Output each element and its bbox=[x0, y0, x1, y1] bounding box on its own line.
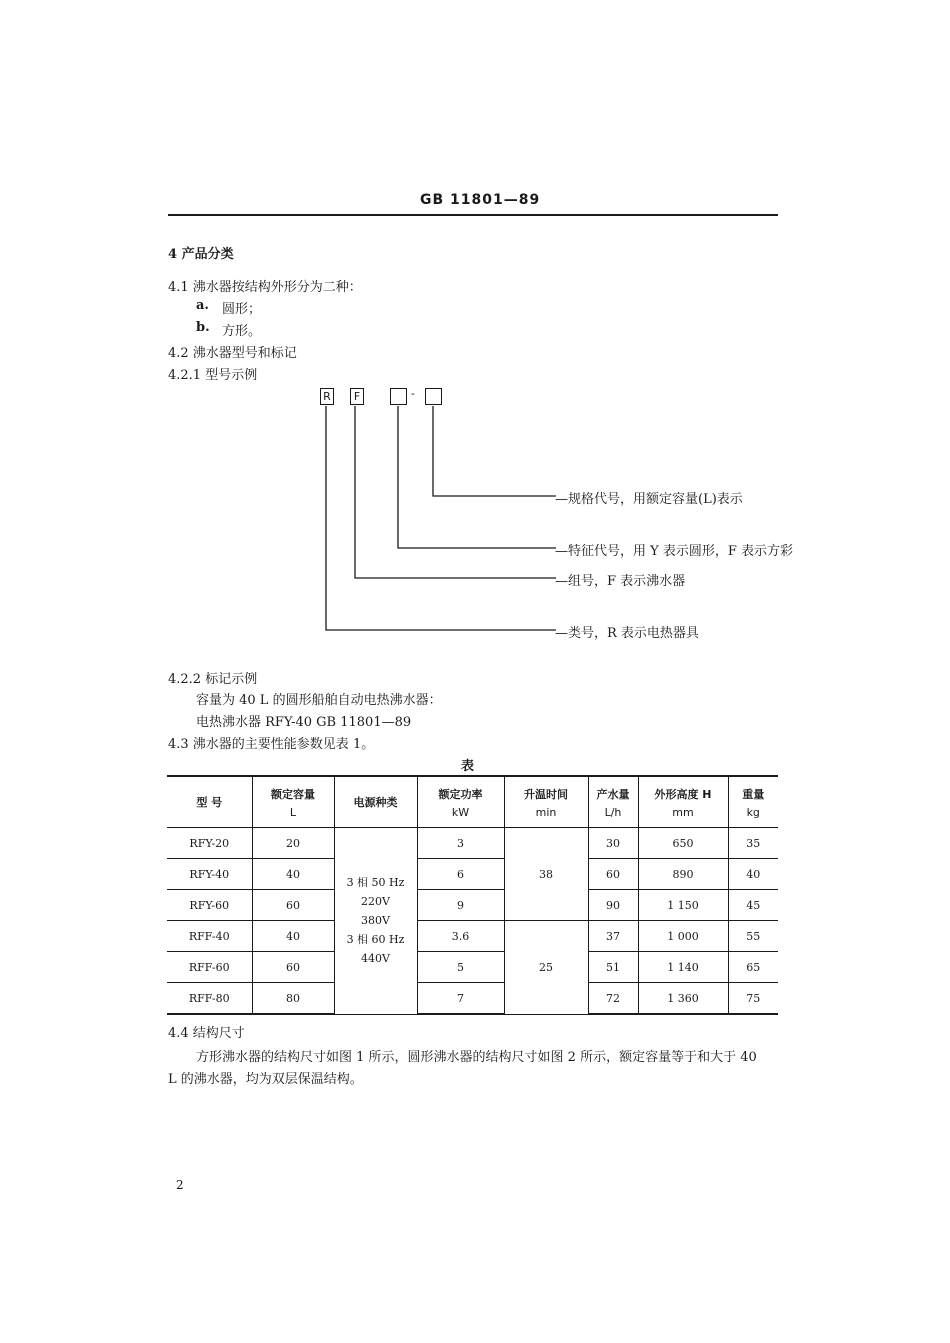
section-4-4-para-line-1: 方形沸水器的结构尺寸如图 1 所示，圆形沸水器的结构尺寸如图 2 所示，额定容量等于和大于 40 bbox=[196, 1050, 757, 1065]
section-4-4-para-line-2: L 的沸水器，均为双层保温结构。 bbox=[168, 1072, 363, 1087]
col-header: 额定容量 L bbox=[252, 776, 334, 828]
item-b-label: b. bbox=[196, 320, 210, 335]
leader-line-group bbox=[355, 406, 556, 578]
label-spec-code: —规格代号，用额定容量(L)表示 bbox=[555, 492, 743, 507]
label-feature-code: —特征代号，用 Y 表示圆形，F 表示方彩 bbox=[555, 544, 793, 559]
section-4-3: 4.3 沸水器的主要性能参数见表 1。 bbox=[168, 737, 375, 752]
cell-output: 90 bbox=[588, 890, 638, 921]
table-row bbox=[167, 828, 778, 859]
label-group-code: —组号，F 表示沸水器 bbox=[555, 574, 686, 589]
cell-weight: 75 bbox=[728, 983, 778, 1015]
cell-power: 6 bbox=[417, 859, 504, 890]
section-4-2-2: 4.2.2 标记示例 bbox=[168, 672, 258, 687]
col-header: 升温时间 min bbox=[504, 776, 588, 828]
cell-output: 51 bbox=[588, 952, 638, 983]
cell-height: 1 140 bbox=[638, 952, 728, 983]
cell-height: 1 150 bbox=[638, 890, 728, 921]
cell-weight: 65 bbox=[728, 952, 778, 983]
item-b-text: 方形。 bbox=[222, 324, 262, 339]
col-header: 型 号 bbox=[167, 776, 252, 828]
cell-power: 7 bbox=[417, 983, 504, 1015]
table-row bbox=[167, 952, 778, 983]
cell-output: 37 bbox=[588, 921, 638, 952]
model-box-class: R bbox=[320, 388, 334, 405]
model-box-group: F bbox=[350, 388, 364, 405]
cell-power: 3 bbox=[417, 828, 504, 859]
section-4-4: 4.4 结构尺寸 bbox=[168, 1026, 245, 1041]
cell-weight: 35 bbox=[728, 828, 778, 859]
model-dash: - bbox=[411, 387, 415, 400]
cell-height: 1 000 bbox=[638, 921, 728, 952]
col-header: 外形高度 H mm bbox=[638, 776, 728, 828]
section-4-2: 4.2 沸水器型号和标记 bbox=[168, 346, 297, 361]
cell-model: RFY-20 bbox=[167, 828, 252, 859]
cell-output: 30 bbox=[588, 828, 638, 859]
cell-model: RFF-60 bbox=[167, 952, 252, 983]
cell-capacity: 20 bbox=[252, 828, 334, 859]
cell-capacity: 40 bbox=[252, 921, 334, 952]
cell-height: 1 360 bbox=[638, 983, 728, 1015]
cell-heat-time: 38 bbox=[504, 828, 588, 921]
section-4-heading: 4 产品分类 bbox=[168, 247, 234, 262]
leader-line-class bbox=[326, 406, 556, 630]
col-header: 电源种类 bbox=[334, 776, 417, 828]
cell-weight: 45 bbox=[728, 890, 778, 921]
cell-power: 5 bbox=[417, 952, 504, 983]
col-header: 额定功率 kW bbox=[417, 776, 504, 828]
cell-power: 3.6 bbox=[417, 921, 504, 952]
label-class-code: —类号，R 表示电热器具 bbox=[555, 626, 699, 641]
cell-power-supply: 3 相 50 Hz 220V 380V 3 相 60 Hz 440V bbox=[334, 828, 417, 1015]
cell-heat-time: 25 bbox=[504, 921, 588, 1015]
cell-capacity: 80 bbox=[252, 983, 334, 1015]
cell-output: 60 bbox=[588, 859, 638, 890]
cell-capacity: 60 bbox=[252, 952, 334, 983]
cell-output: 72 bbox=[588, 983, 638, 1015]
item-a-text: 圆形； bbox=[222, 302, 262, 317]
marking-line-1: 容量为 40 L 的圆形船舶自动电热沸水器： bbox=[196, 693, 442, 708]
cell-weight: 55 bbox=[728, 921, 778, 952]
section-4-1: 4.1 沸水器按结构外形分为二种： bbox=[168, 280, 362, 295]
table-row bbox=[167, 859, 778, 890]
table-row bbox=[167, 890, 778, 921]
col-header: 重量 kg bbox=[728, 776, 778, 828]
page-number: 2 bbox=[176, 1178, 184, 1192]
cell-model: RFF-40 bbox=[167, 921, 252, 952]
col-header: 产水量 L/h bbox=[588, 776, 638, 828]
standard-code: GB 11801—89 bbox=[420, 192, 541, 208]
section-4-2-1: 4.2.1 型号示例 bbox=[168, 368, 258, 383]
marking-line-2: 电热沸水器 RFY-40 GB 11801—89 bbox=[196, 715, 412, 730]
cell-height: 890 bbox=[638, 859, 728, 890]
table-title: 表 bbox=[461, 759, 475, 774]
item-a-label: a. bbox=[196, 298, 209, 313]
cell-model: RFY-40 bbox=[167, 859, 252, 890]
table-row bbox=[167, 921, 778, 952]
cell-model: RFF-80 bbox=[167, 983, 252, 1015]
table-header-row bbox=[167, 776, 778, 828]
cell-model: RFY-60 bbox=[167, 890, 252, 921]
table-row bbox=[167, 983, 778, 1015]
parameter-table bbox=[167, 775, 778, 1015]
cell-capacity: 40 bbox=[252, 859, 334, 890]
cell-weight: 40 bbox=[728, 859, 778, 890]
leader-line-spec bbox=[433, 406, 556, 496]
cell-capacity: 60 bbox=[252, 890, 334, 921]
leader-line-feature bbox=[398, 406, 556, 548]
cell-height: 650 bbox=[638, 828, 728, 859]
cell-power: 9 bbox=[417, 890, 504, 921]
